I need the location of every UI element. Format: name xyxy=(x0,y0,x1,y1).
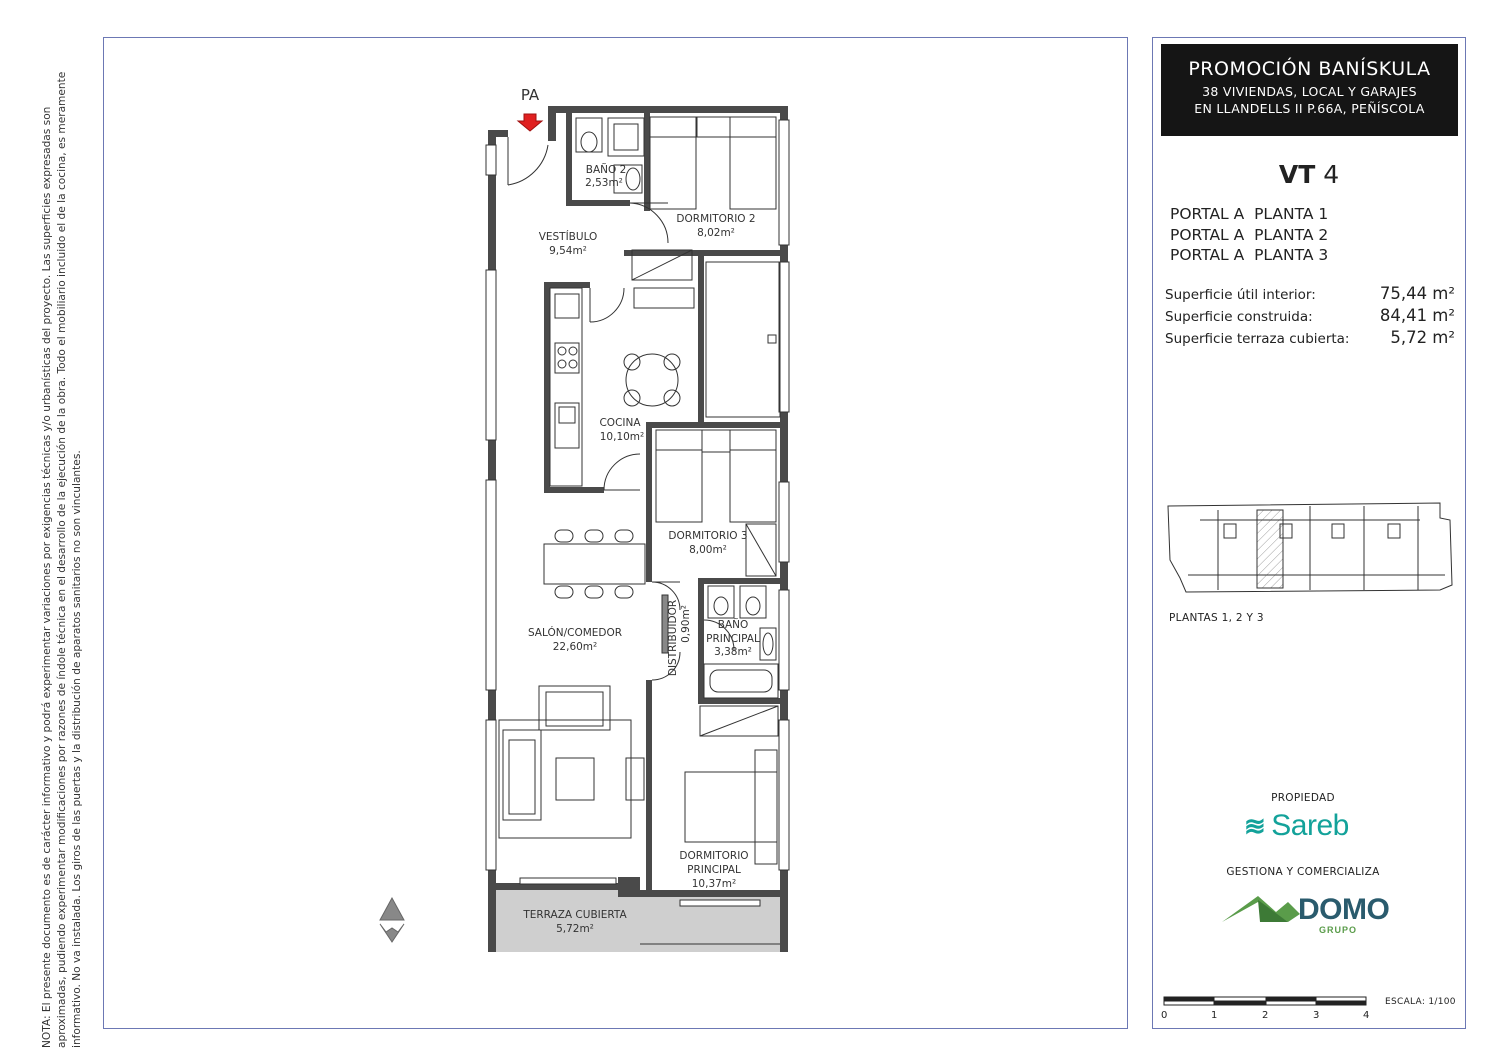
interior-walls xyxy=(544,113,780,890)
project-title-box xyxy=(1161,44,1458,136)
terrace-floor xyxy=(491,890,785,952)
portal-list xyxy=(1170,204,1328,266)
domo-logo-icon xyxy=(1222,896,1300,922)
manager-label: GESTIONA Y COMERCIALIZA xyxy=(1226,866,1380,878)
room-bano2-area: 2,53m² xyxy=(585,177,623,189)
room-bano2-name: BAÑO 2 xyxy=(585,164,627,176)
room-dormitorio2-area: 8,02m² xyxy=(697,227,735,239)
dining-fixtures xyxy=(544,530,645,598)
scale-tick: 2 xyxy=(1262,1010,1269,1021)
portal-item: PORTAL A PLANTA 2 xyxy=(1170,225,1329,244)
sareb-logo-icon: ≋ xyxy=(1244,811,1266,841)
room-salon-area: 22,60m² xyxy=(552,641,598,653)
unit-code xyxy=(1152,160,1466,189)
unit-number: 4 xyxy=(1323,160,1340,189)
room-dormitorio3-name: DORMITORIO 3 xyxy=(668,530,748,542)
scale-tick: 3 xyxy=(1313,1010,1320,1021)
room-cocina-area: 10,10m² xyxy=(599,431,645,443)
scale-tick: 4 xyxy=(1363,1010,1370,1021)
entrance-arrow xyxy=(518,114,542,131)
domo-logo-subtext: GRUPO xyxy=(1318,925,1357,935)
project-subtitle-2: EN LLANDELLS II P.66A, PEÑÍSCOLA xyxy=(1194,101,1425,116)
scale-tick: 0 xyxy=(1161,1010,1168,1021)
room-distribuidor-area: 0,90m² xyxy=(680,605,692,643)
surface-value: 75,44 m² xyxy=(1379,284,1455,303)
room-dormitorio2-name: DORMITORIO 2 xyxy=(676,213,756,225)
room-dormp-area: 10,37m² xyxy=(691,878,737,890)
key-plan xyxy=(1168,503,1452,592)
room-cocina-name: COCINA xyxy=(599,417,641,429)
living-fixtures xyxy=(499,686,644,838)
sareb-logo xyxy=(1244,809,1349,843)
entrance-label: PA xyxy=(520,86,540,104)
unit-prefix: VT xyxy=(1278,160,1316,189)
dormitorio-principal-fixtures xyxy=(685,750,777,864)
scale-label: ESCALA: 1/100 xyxy=(1385,997,1456,1007)
room-dormp-name1: DORMITORIO xyxy=(679,850,749,862)
windows xyxy=(486,120,789,906)
surface-label: Superficie construida: xyxy=(1165,309,1313,325)
room-distribuidor-name: DISTRIBUIDOR xyxy=(667,599,679,677)
dormitorio2-beds xyxy=(650,117,776,209)
surface-row xyxy=(1165,284,1455,306)
surface-value: 5,72 m² xyxy=(1390,328,1455,347)
bano-principal-fixtures xyxy=(700,586,778,736)
project-subtitle-1: 38 VIVIENDAS, LOCAL Y GARAJES xyxy=(1202,84,1417,99)
surface-table xyxy=(1165,284,1455,350)
room-vestibulo-name: VESTÍBULO xyxy=(538,231,598,243)
domo-logo-text: DOMO xyxy=(1298,893,1390,926)
room-bano-principal-area: 3,38m² xyxy=(714,646,752,658)
room-dormp-name2: PRINCIPAL xyxy=(687,864,741,876)
project-title: PROMOCIÓN BANÍSKULA xyxy=(1188,58,1431,80)
sareb-logo-text: Sareb xyxy=(1271,809,1349,842)
scale-bar xyxy=(1164,997,1366,1005)
room-salon-name: SALÓN/COMEDOR xyxy=(527,627,623,639)
surface-label: Superficie terraza cubierta: xyxy=(1165,331,1350,347)
kitchen-fixtures xyxy=(550,288,680,486)
scale-tick: 1 xyxy=(1211,1010,1218,1021)
portal-item: PORTAL A PLANTA 3 xyxy=(1170,246,1329,264)
room-bano-principal-name2: PRINCIPAL xyxy=(706,633,760,645)
surface-row xyxy=(1165,328,1455,350)
room-vestibulo-area: 9,54m² xyxy=(549,245,587,257)
portal-item: PORTAL A PLANTA 1 xyxy=(1170,205,1329,223)
surface-value: 84,41 m² xyxy=(1379,306,1455,325)
room-terraza-area: 5,72m² xyxy=(556,923,594,935)
disclaimer-note: NOTA: El presente documento es de carácter informativo y podrá experimentar variaciones por exigencias técnicas y/o urbanísticas del proyecto. Las superficies expresadas son aproximadas, pudiendo experimentar modificaciones por razones de índole técnica en el desarrollo de la ejecución de la obra. Todo el mobiliario incluido el de la cocina, es meramente informativo. No va instalada. Los giros de las puertas y la distribución de aparatos sanitarios no son vinculantes. xyxy=(41,71,83,1048)
shafts xyxy=(632,250,780,417)
north-arrow-icon xyxy=(380,898,404,942)
room-bano-principal-name1: BAÑO xyxy=(717,619,749,631)
room-terraza-name: TERRAZA CUBIERTA xyxy=(523,909,627,921)
surface-row xyxy=(1165,306,1455,328)
owner-label: PROPIEDAD xyxy=(1271,792,1335,804)
key-plan-label: PLANTAS 1, 2 Y 3 xyxy=(1169,612,1264,624)
surface-label: Superficie útil interior: xyxy=(1165,287,1316,303)
room-dormitorio3-area: 8,00m² xyxy=(689,544,727,556)
exterior-walls xyxy=(488,106,788,952)
